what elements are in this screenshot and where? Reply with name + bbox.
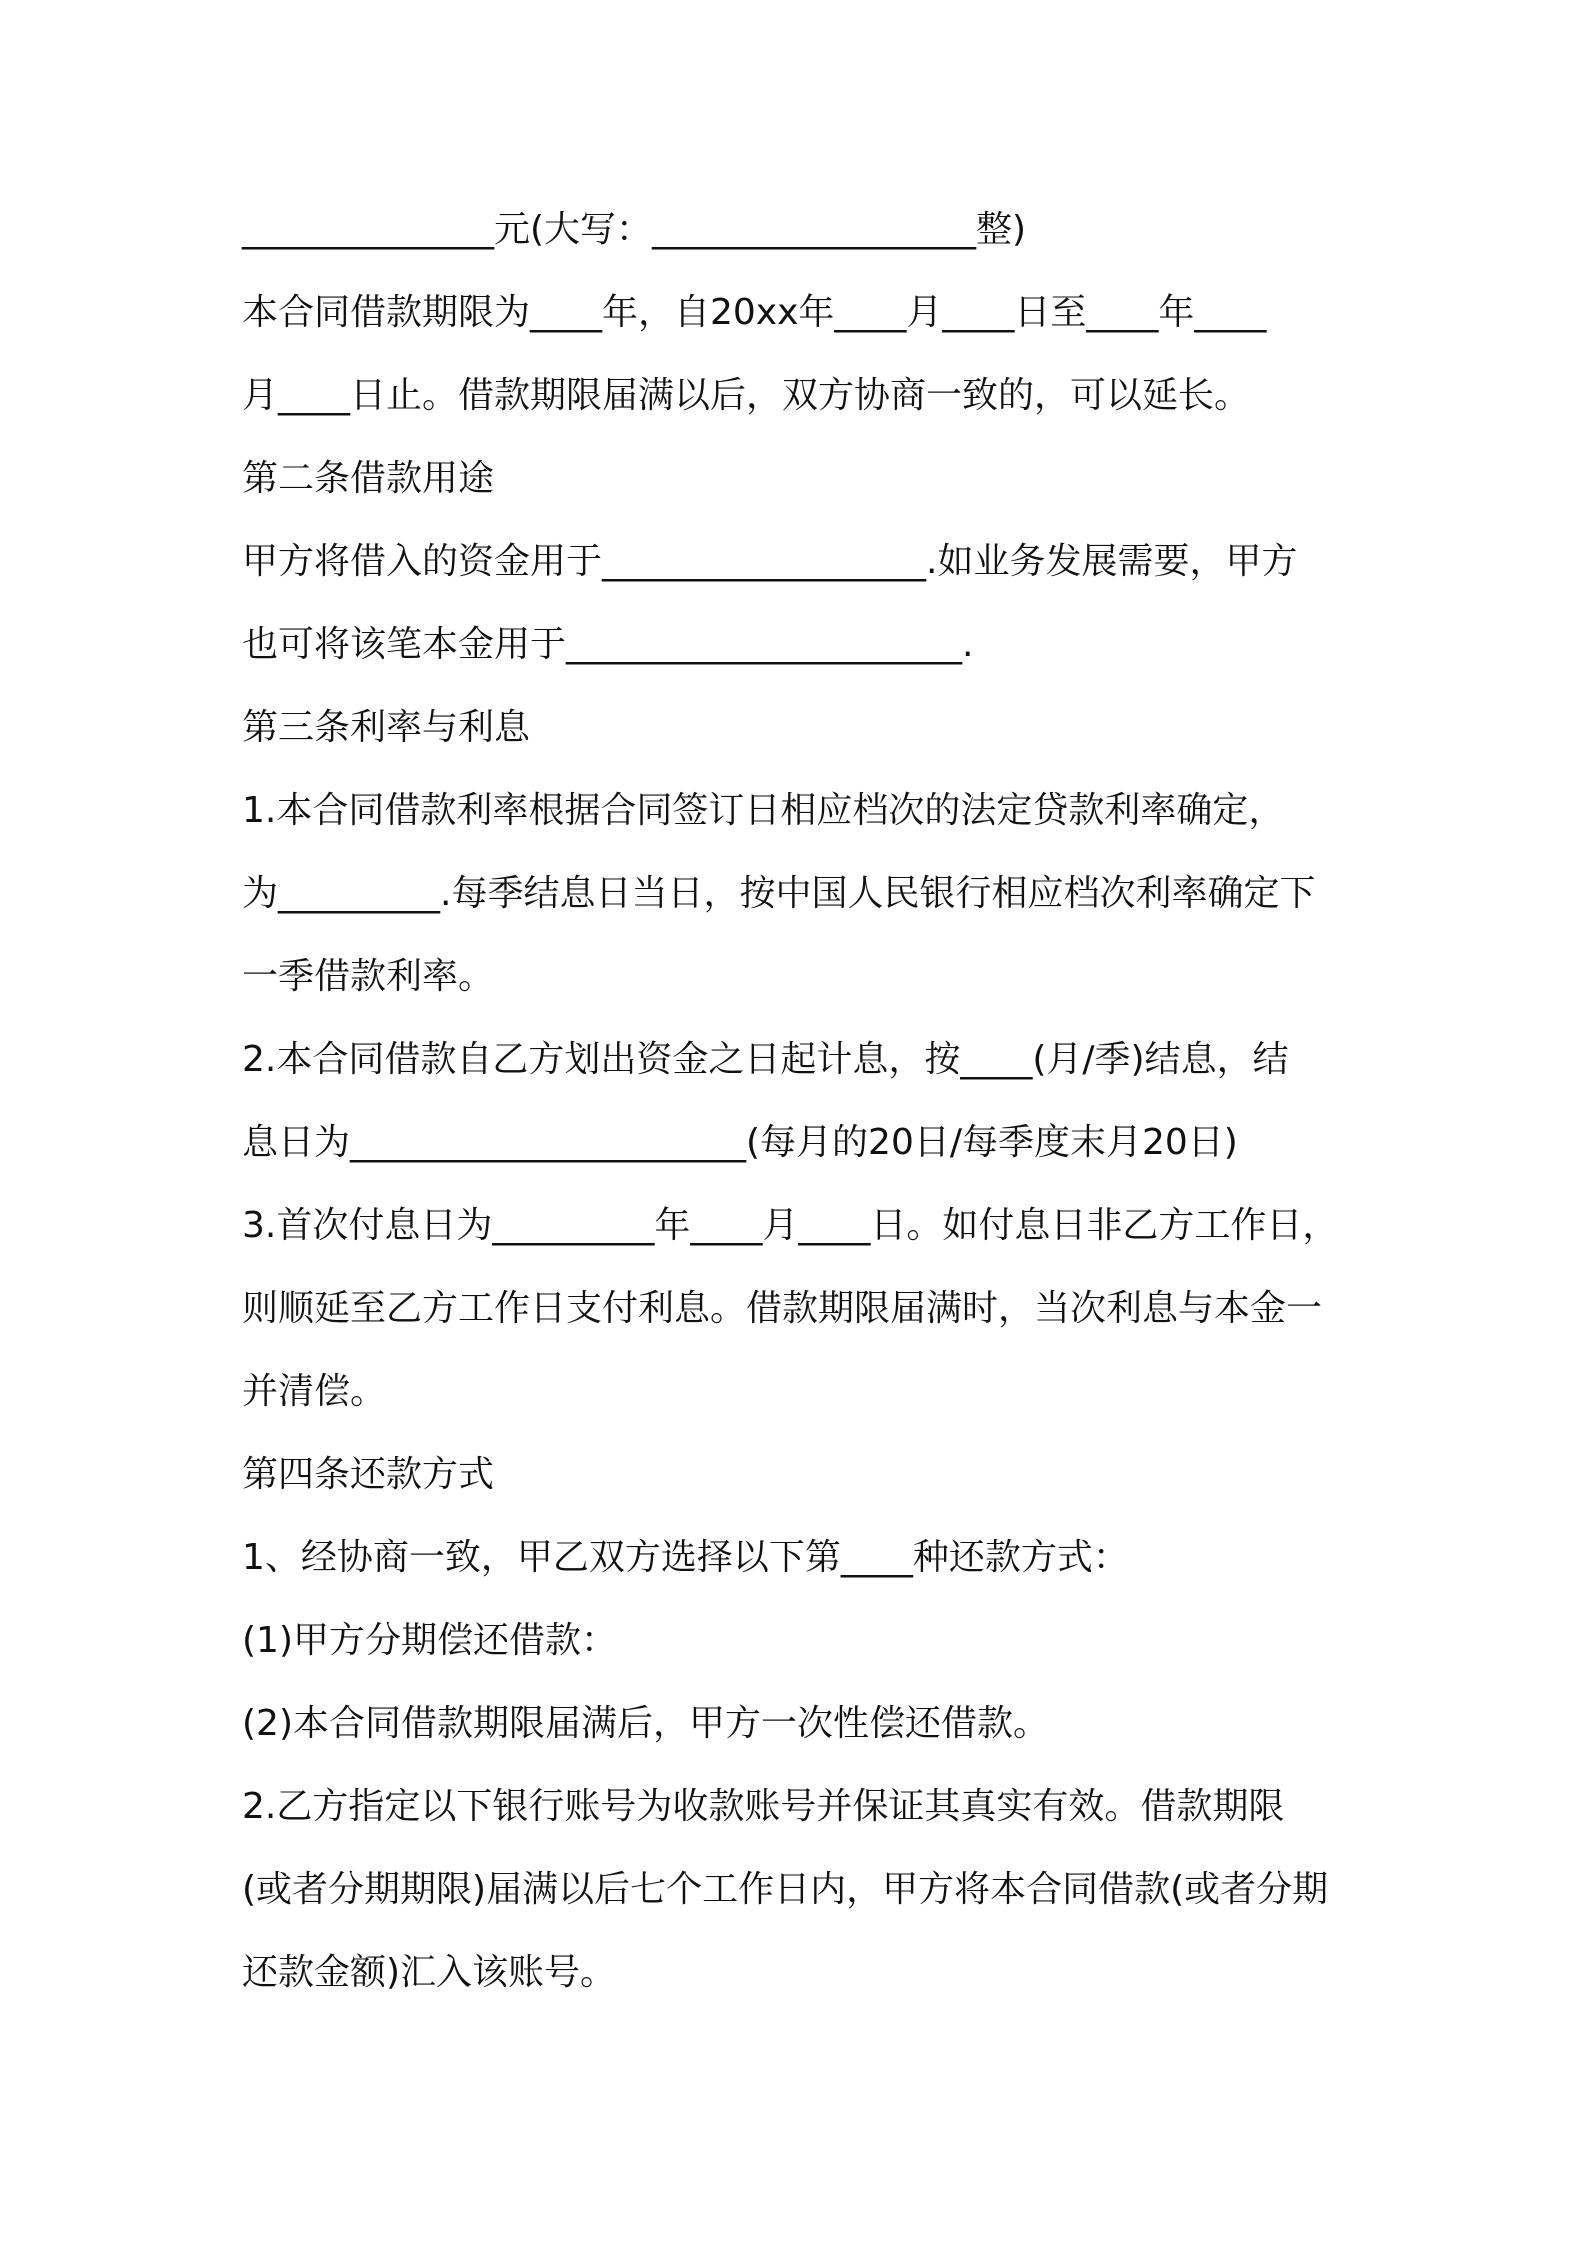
rate-clause-1-line-1: 1.本合同借款利率根据合同签订日相应档次的法定贷款利率确定，: [242, 790, 1285, 831]
purpose-line-1: 甲方将借入的资金用于__________________.如业务发展需要，甲方: [242, 541, 1298, 582]
term-line-1: 本合同借款期限为____年，自20xx年____月____日至____年____: [242, 292, 1267, 333]
repayment-option-1: (1)甲方分期偿还借款：: [242, 1620, 617, 1661]
repayment-clause-2-line-3: 还款金额)汇入该账号。: [242, 1952, 617, 1993]
purpose-line-2: 也可将该笔本金用于______________________.: [242, 624, 974, 665]
section-2-heading: 第二条借款用途: [242, 458, 495, 499]
rate-clause-1-line-2: 为_________.每季结息日当日，按中国人民银行相应档次利率确定下: [242, 873, 1316, 914]
rate-clause-3-line-3: 并清偿。: [242, 1371, 387, 1412]
rate-clause-3-line-1: 3.首次付息日为_________年____月____日。如付息日非乙方工作日，: [242, 1205, 1339, 1246]
repayment-clause-1: 1、经协商一致，甲乙双方选择以下第____种还款方式：: [242, 1537, 1129, 1578]
rate-clause-1-line-3: 一季借款利率。: [242, 956, 495, 997]
section-4-heading: 第四条还款方式: [242, 1454, 495, 1495]
repayment-clause-2-line-1: 2.乙方指定以下银行账号为收款账号并保证其真实有效。借款期限: [242, 1786, 1285, 1827]
rate-clause-2-line-1: 2.本合同借款自乙方划出资金之日起计息，按____(月/季)结息，结: [242, 1039, 1289, 1080]
rate-clause-3-line-2: 则顺延至乙方工作日支付利息。借款期限届满时，当次利息与本金一: [242, 1288, 1323, 1329]
repayment-clause-2-line-2: (或者分期期限)届满以后七个工作日内，甲方将本合同借款(或者分期: [242, 1869, 1329, 1910]
rate-clause-2-line-2: 息日为______________________(每月的20日/每季度末月20日): [242, 1122, 1238, 1163]
repayment-option-2: (2)本合同借款期限届满后，甲方一次性偿还借款。: [242, 1703, 1049, 1744]
section-3-heading: 第三条利率与利息: [242, 707, 531, 748]
amount-line: ______________元(大写：__________________整): [242, 209, 1027, 250]
term-line-2: 月____日止。借款期限届满以后，双方协商一致的，可以延长。: [242, 375, 1251, 416]
